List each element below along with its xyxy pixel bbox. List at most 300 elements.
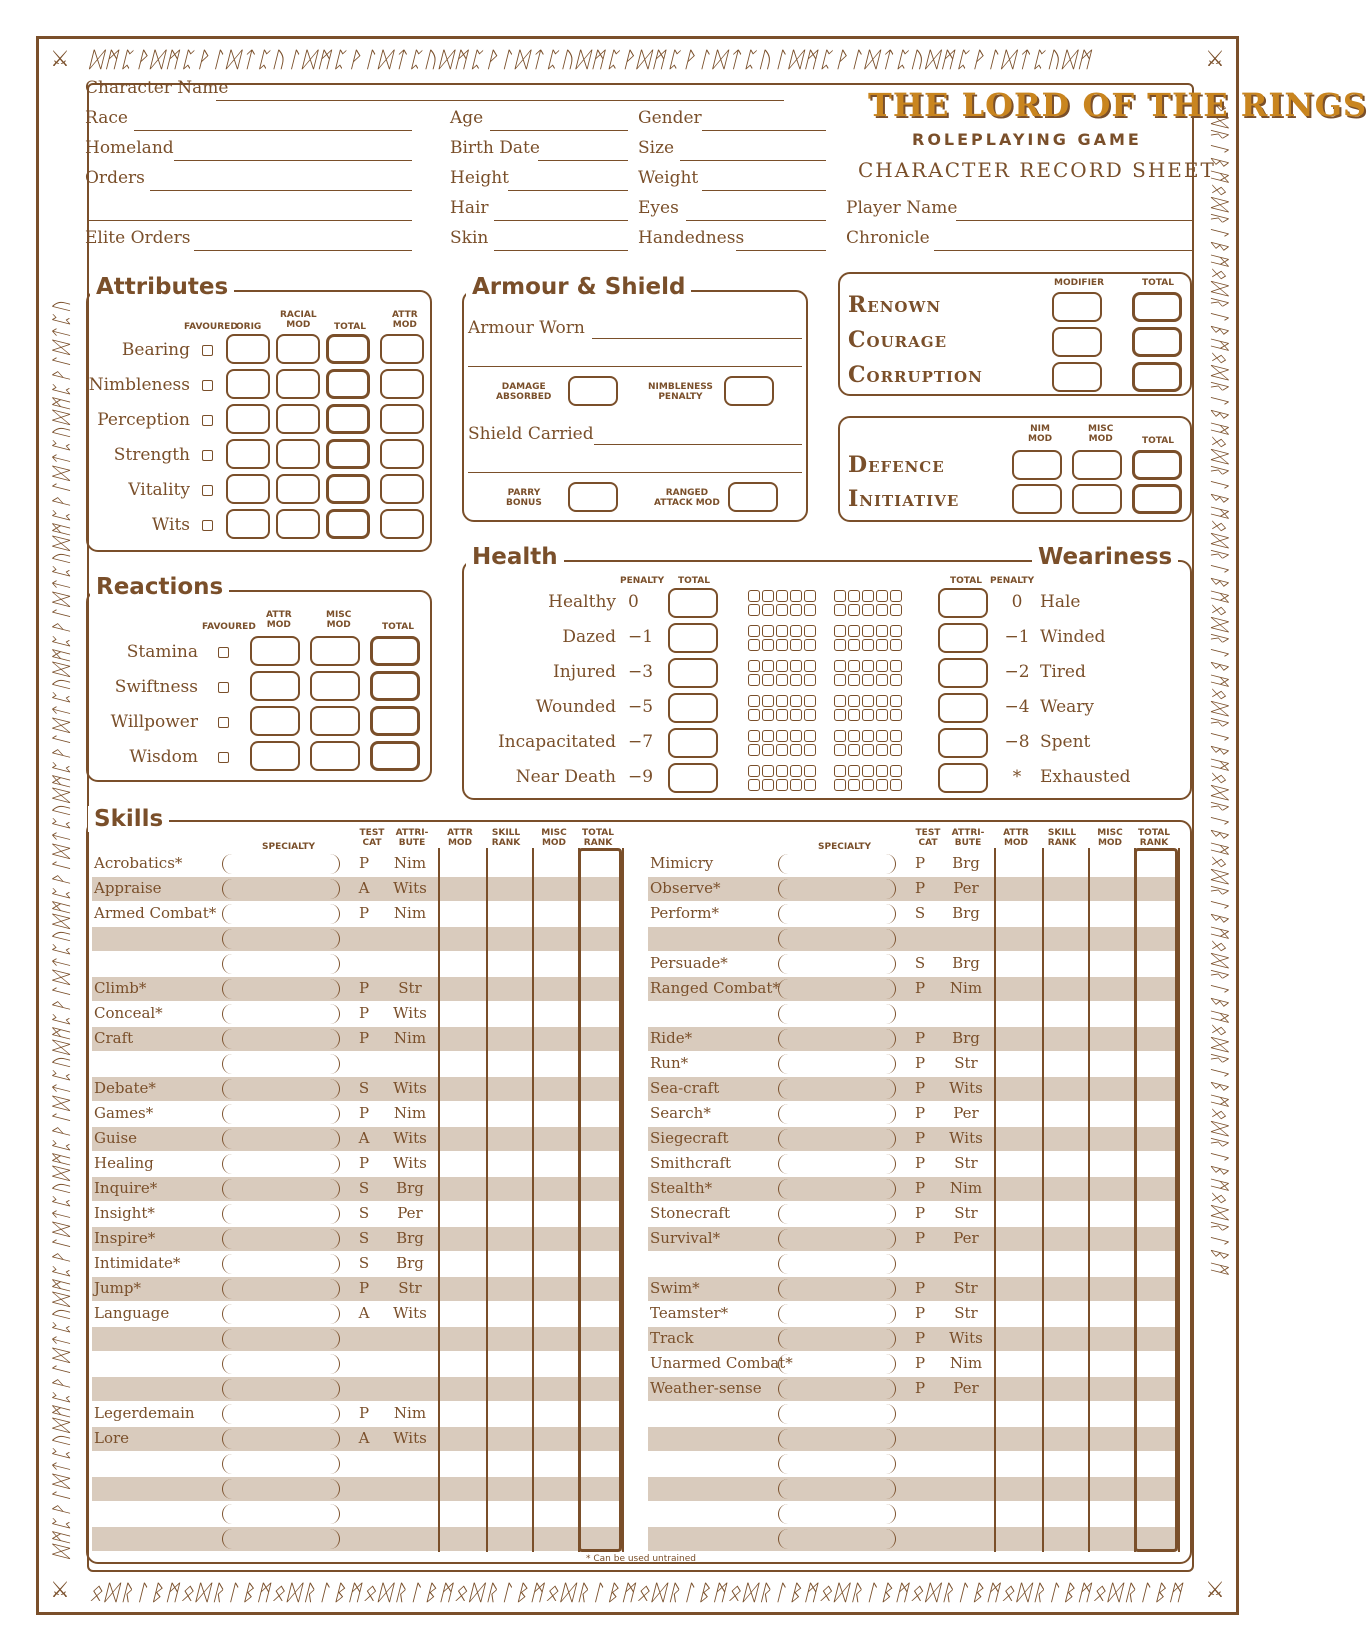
specialty-field[interactable]	[222, 929, 340, 949]
total-box[interactable]	[326, 369, 370, 399]
total-box[interactable]	[326, 404, 370, 434]
total-box[interactable]	[326, 474, 370, 504]
specialty-field[interactable]	[778, 904, 896, 924]
specialty-field[interactable]	[778, 1229, 896, 1249]
specialty-field[interactable]	[222, 904, 340, 924]
hair-field[interactable]	[494, 220, 628, 221]
specialty-field[interactable]	[778, 1254, 896, 1274]
wound-box[interactable]	[876, 730, 888, 742]
specialty-field[interactable]	[222, 1129, 340, 1149]
wound-box[interactable]	[804, 674, 816, 686]
misc-header-line2: MOD	[541, 838, 567, 848]
wound-box[interactable]	[876, 660, 888, 672]
wound-box[interactable]	[790, 695, 802, 707]
health-total-box[interactable]	[668, 693, 718, 723]
wound-box[interactable]	[748, 639, 760, 651]
racial-mod-box[interactable]	[276, 369, 320, 399]
weariness-total-box[interactable]	[938, 728, 988, 758]
wound-box[interactable]	[890, 709, 902, 721]
specialty-field[interactable]	[222, 1479, 340, 1499]
wound-box[interactable]	[862, 695, 874, 707]
wound-tracker[interactable]	[834, 590, 902, 616]
specialty-field[interactable]	[222, 1029, 340, 1049]
skill-attribute: Wits	[393, 1129, 427, 1147]
wound-box[interactable]	[862, 765, 874, 777]
armour-worn-field-extra[interactable]	[468, 366, 802, 367]
specialty-field[interactable]	[778, 1054, 896, 1074]
racial-mod-box[interactable]	[276, 439, 320, 469]
racial-mod-box[interactable]	[276, 474, 320, 504]
wound-box[interactable]	[862, 625, 874, 637]
wound-box[interactable]	[804, 660, 816, 672]
misc-mod-box[interactable]	[310, 741, 360, 771]
specialty-field[interactable]	[778, 1304, 896, 1324]
specialty-field[interactable]	[778, 1479, 896, 1499]
wound-box[interactable]	[848, 765, 860, 777]
wound-box[interactable]	[804, 779, 816, 791]
total-box[interactable]	[370, 671, 420, 701]
wound-box[interactable]	[762, 674, 774, 686]
wound-box[interactable]	[762, 604, 774, 616]
attr-mod-box[interactable]	[250, 706, 300, 736]
wound-box[interactable]	[848, 625, 860, 637]
total-box[interactable]	[1132, 450, 1182, 480]
weariness-total-box[interactable]	[938, 623, 988, 653]
specialty-field[interactable]	[778, 1404, 896, 1424]
wound-box[interactable]	[776, 674, 788, 686]
specialty-field[interactable]	[222, 1379, 340, 1399]
specialty-field[interactable]	[222, 1004, 340, 1024]
wound-box[interactable]	[790, 744, 802, 756]
wound-box[interactable]	[748, 674, 760, 686]
total-box[interactable]	[1132, 327, 1182, 357]
handedness-field[interactable]	[736, 250, 826, 251]
orders-field-extra[interactable]	[88, 220, 412, 221]
specialty-field[interactable]	[778, 1379, 896, 1399]
total-box[interactable]	[370, 741, 420, 771]
specialty-field[interactable]	[778, 1029, 896, 1049]
total-box[interactable]	[370, 636, 420, 666]
specialty-field[interactable]	[778, 1154, 896, 1174]
homeland-field[interactable]	[174, 160, 412, 161]
gender-field[interactable]	[702, 130, 826, 131]
total-box[interactable]	[326, 509, 370, 539]
wound-box[interactable]	[862, 639, 874, 651]
wound-box[interactable]	[776, 625, 788, 637]
specialty-field[interactable]	[222, 1104, 340, 1124]
wound-box[interactable]	[804, 695, 816, 707]
wound-box[interactable]	[862, 779, 874, 791]
wound-box[interactable]	[776, 590, 788, 602]
wound-box[interactable]	[804, 709, 816, 721]
misc-mod-box[interactable]	[310, 706, 360, 736]
total-box[interactable]	[326, 334, 370, 364]
wound-box[interactable]	[776, 695, 788, 707]
wound-box[interactable]	[876, 590, 888, 602]
wound-box[interactable]	[876, 765, 888, 777]
wound-box[interactable]	[876, 709, 888, 721]
wound-box[interactable]	[804, 604, 816, 616]
wound-box[interactable]	[748, 779, 760, 791]
specialty-field[interactable]	[222, 879, 340, 899]
wound-tracker[interactable]	[748, 660, 816, 686]
wound-box[interactable]	[790, 625, 802, 637]
orig-box[interactable]	[226, 369, 270, 399]
elite-orders-field[interactable]	[194, 250, 412, 251]
wound-box[interactable]	[762, 709, 774, 721]
wound-box[interactable]	[748, 660, 760, 672]
favoured-checkbox[interactable]	[218, 752, 229, 763]
shield-carried-field[interactable]	[594, 444, 802, 445]
weight-field[interactable]	[702, 190, 826, 191]
age-field[interactable]	[490, 130, 628, 131]
wound-box[interactable]	[876, 779, 888, 791]
nimbleness-penalty-box[interactable]	[724, 376, 774, 406]
total-box[interactable]	[326, 439, 370, 469]
wound-box[interactable]	[776, 639, 788, 651]
specialty-field[interactable]	[778, 1454, 896, 1474]
wound-box[interactable]	[790, 779, 802, 791]
wound-box[interactable]	[834, 639, 846, 651]
specialty-field[interactable]	[222, 1404, 340, 1424]
favoured-checkbox[interactable]	[202, 345, 213, 356]
specialty-field[interactable]	[222, 1354, 340, 1374]
parry-bonus-box[interactable]	[568, 482, 618, 512]
specialty-field[interactable]	[222, 1229, 340, 1249]
wound-box[interactable]	[862, 674, 874, 686]
health-total-box[interactable]	[668, 658, 718, 688]
character-name-field[interactable]	[216, 100, 784, 101]
wound-box[interactable]	[804, 730, 816, 742]
wound-box[interactable]	[834, 730, 846, 742]
specialty-field[interactable]	[778, 1354, 896, 1374]
misc-mod-box[interactable]	[1072, 484, 1122, 514]
misc-mod-box[interactable]	[310, 671, 360, 701]
specialty-field[interactable]	[778, 854, 896, 874]
race-field[interactable]	[134, 130, 412, 131]
total-rank-column[interactable]	[578, 848, 622, 1552]
specialty-field[interactable]	[778, 1204, 896, 1224]
test-category: S	[358, 1079, 370, 1097]
wound-box[interactable]	[848, 730, 860, 742]
total-rank-column[interactable]	[1134, 848, 1178, 1552]
wound-box[interactable]	[876, 744, 888, 756]
favoured-checkbox[interactable]	[202, 520, 213, 531]
wound-box[interactable]	[804, 765, 816, 777]
wound-box[interactable]	[762, 744, 774, 756]
favoured-header: FAVOURED	[202, 622, 256, 632]
wound-box[interactable]	[834, 744, 846, 756]
wound-box[interactable]	[790, 674, 802, 686]
skill-attribute: Nim	[393, 904, 427, 922]
wound-box[interactable]	[776, 660, 788, 672]
total-box[interactable]	[1132, 292, 1182, 322]
specialty-field[interactable]	[222, 979, 340, 999]
orig-box[interactable]	[226, 509, 270, 539]
specialty-field[interactable]	[778, 1529, 896, 1549]
weariness-total-box[interactable]	[938, 588, 988, 618]
favoured-checkbox[interactable]	[202, 380, 213, 391]
racial-mod-box[interactable]	[276, 334, 320, 364]
total-box[interactable]	[1132, 484, 1182, 514]
wound-box[interactable]	[890, 604, 902, 616]
wound-box[interactable]	[804, 590, 816, 602]
wound-box[interactable]	[848, 604, 860, 616]
wound-box[interactable]	[790, 730, 802, 742]
orig-box[interactable]	[226, 439, 270, 469]
specialty-field[interactable]	[222, 1204, 340, 1224]
specialty-field[interactable]	[778, 1329, 896, 1349]
wound-box[interactable]	[748, 590, 760, 602]
armour-worn-field[interactable]	[592, 338, 802, 339]
wound-box[interactable]	[834, 695, 846, 707]
height-field[interactable]	[508, 190, 628, 191]
wound-box[interactable]	[890, 730, 902, 742]
attr-mod-box[interactable]	[250, 636, 300, 666]
attr-mod-box[interactable]	[380, 509, 424, 539]
wound-box[interactable]	[748, 730, 760, 742]
attr-mod-box[interactable]	[380, 404, 424, 434]
nim-mod-box[interactable]	[1012, 484, 1062, 514]
wound-box[interactable]	[776, 779, 788, 791]
wound-box[interactable]	[890, 744, 902, 756]
logo-title: THE LORD OF THE RINGS	[868, 86, 1367, 124]
wound-tracker[interactable]	[834, 765, 902, 791]
total-box[interactable]	[370, 706, 420, 736]
specialty-field[interactable]	[222, 1054, 340, 1074]
health-penalty: 0	[628, 592, 639, 612]
wound-box[interactable]	[834, 590, 846, 602]
shield-carried-field-extra[interactable]	[468, 472, 802, 473]
orig-box[interactable]	[226, 474, 270, 504]
wound-box[interactable]	[848, 744, 860, 756]
wound-box[interactable]	[776, 765, 788, 777]
wound-box[interactable]	[748, 765, 760, 777]
skill-attribute: Nim	[393, 854, 427, 872]
wound-tracker[interactable]	[834, 730, 902, 756]
wound-box[interactable]	[890, 660, 902, 672]
wound-box[interactable]	[762, 730, 774, 742]
weariness-penalty-header: PENALTY	[990, 576, 1035, 586]
specialty-field[interactable]	[222, 1454, 340, 1474]
wound-box[interactable]	[790, 590, 802, 602]
racial-mod-box[interactable]	[276, 509, 320, 539]
skill-name: Climb*	[94, 979, 147, 997]
wound-box[interactable]	[776, 709, 788, 721]
specialty-field[interactable]	[222, 1504, 340, 1524]
specialty-field[interactable]	[778, 1004, 896, 1024]
attr-mod-box[interactable]	[380, 474, 424, 504]
wound-tracker[interactable]	[748, 695, 816, 721]
wound-box[interactable]	[890, 674, 902, 686]
wound-box[interactable]	[776, 604, 788, 616]
specialty-field[interactable]	[222, 1429, 340, 1449]
wound-tracker[interactable]	[834, 660, 902, 686]
specialty-field[interactable]	[778, 1129, 896, 1149]
wound-tracker[interactable]	[748, 625, 816, 651]
wound-box[interactable]	[890, 695, 902, 707]
wound-box[interactable]	[848, 779, 860, 791]
wound-box[interactable]	[834, 674, 846, 686]
health-total-box[interactable]	[668, 588, 718, 618]
attr-mod-box[interactable]	[380, 334, 424, 364]
wound-box[interactable]	[834, 779, 846, 791]
wound-box[interactable]	[876, 695, 888, 707]
wound-box[interactable]	[862, 709, 874, 721]
attr-mod-box[interactable]	[250, 671, 300, 701]
wound-box[interactable]	[890, 765, 902, 777]
specialty-field[interactable]	[222, 1179, 340, 1199]
wound-box[interactable]	[834, 765, 846, 777]
orig-box[interactable]	[226, 404, 270, 434]
wound-box[interactable]	[762, 639, 774, 651]
attr-mod-box[interactable]	[250, 741, 300, 771]
wound-box[interactable]	[790, 660, 802, 672]
wound-box[interactable]	[748, 625, 760, 637]
weariness-total-box[interactable]	[938, 763, 988, 793]
health-total-box[interactable]	[668, 728, 718, 758]
wound-box[interactable]	[876, 674, 888, 686]
specialty-field[interactable]	[778, 954, 896, 974]
wound-box[interactable]	[848, 709, 860, 721]
specialty-field[interactable]	[778, 1104, 896, 1124]
specialty-field[interactable]	[222, 1329, 340, 1349]
wound-box[interactable]	[848, 590, 860, 602]
specialty-field[interactable]	[778, 1179, 896, 1199]
wound-box[interactable]	[762, 765, 774, 777]
skin-field[interactable]	[494, 250, 628, 251]
wound-box[interactable]	[776, 730, 788, 742]
specialty-field[interactable]	[778, 1279, 896, 1299]
racial-mod-box[interactable]	[276, 404, 320, 434]
attr-mod-box[interactable]	[380, 439, 424, 469]
crossed-swords-icon: ⚔	[1205, 47, 1225, 72]
favoured-checkbox[interactable]	[218, 647, 229, 658]
wound-box[interactable]	[848, 674, 860, 686]
player-name-field[interactable]	[956, 220, 1192, 221]
misc-mod-box[interactable]	[310, 636, 360, 666]
wound-box[interactable]	[804, 625, 816, 637]
rune-border-left: ᛞᛗᛈᚹᛚᛞᛏᛈᚢᛞᛗᛈᚹᛚᛞᛏᛈᚢᛞᛗᛈᚹᛚᛞᛏᛈᚢᛞᛗᛈᚹᛚᛞᛏᛈᚢᛞᛗᛈᚹᛚᛞᛏᛈᚢᛞᛗᛈᚹᛚᛞᛏᛈᚢᛞᛗᛈᚹᛚᛞᛏᛈᚢᛞᛗᛈᚹᛚᛞᛏᛈᚢᛞᛗᛈᚹᛚᛞᛏᛈᚢᛞᛗᛈᚹᛚᛞᛏᛈᚢ	[49, 299, 73, 1559]
specialty-field[interactable]	[222, 1304, 340, 1324]
weariness-total-box[interactable]	[938, 658, 988, 688]
chronicle-field[interactable]	[934, 250, 1192, 251]
wound-box[interactable]	[890, 779, 902, 791]
specialty-field[interactable]	[222, 854, 340, 874]
wound-box[interactable]	[848, 660, 860, 672]
specialty-field[interactable]	[778, 979, 896, 999]
wound-box[interactable]	[876, 604, 888, 616]
specialty-field[interactable]	[222, 1154, 340, 1174]
wound-tracker[interactable]	[834, 695, 902, 721]
wound-box[interactable]	[748, 709, 760, 721]
damage-absorbed-box[interactable]	[568, 376, 618, 406]
wound-box[interactable]	[776, 744, 788, 756]
wound-box[interactable]	[862, 744, 874, 756]
specialty-field[interactable]	[222, 1079, 340, 1099]
wound-box[interactable]	[762, 590, 774, 602]
skill-column-divider	[1088, 848, 1090, 1552]
wound-box[interactable]	[790, 604, 802, 616]
wound-box[interactable]	[862, 660, 874, 672]
specialty-field[interactable]	[222, 1254, 340, 1274]
wound-box[interactable]	[848, 695, 860, 707]
wound-box[interactable]	[790, 709, 802, 721]
modifier-box[interactable]	[1052, 362, 1102, 392]
wound-box[interactable]	[790, 639, 802, 651]
nim-mod-box[interactable]	[1012, 450, 1062, 480]
birth-date-field[interactable]	[538, 160, 628, 161]
favoured-checkbox[interactable]	[202, 415, 213, 426]
favoured-checkbox[interactable]	[218, 717, 229, 728]
favoured-checkbox[interactable]	[218, 682, 229, 693]
skill-name: Healing	[94, 1154, 154, 1172]
misc-mod-box[interactable]	[1072, 450, 1122, 480]
wound-box[interactable]	[790, 765, 802, 777]
orig-box[interactable]	[226, 334, 270, 364]
wound-tracker[interactable]	[748, 730, 816, 756]
modifier-box[interactable]	[1052, 292, 1102, 322]
wound-box[interactable]	[748, 695, 760, 707]
wound-box[interactable]	[862, 590, 874, 602]
specialty-field[interactable]	[222, 1279, 340, 1299]
wound-box[interactable]	[748, 744, 760, 756]
wound-box[interactable]	[834, 660, 846, 672]
weariness-total-box[interactable]	[938, 693, 988, 723]
wound-box[interactable]	[834, 625, 846, 637]
eyes-field[interactable]	[686, 220, 826, 221]
wound-box[interactable]	[876, 639, 888, 651]
wound-box[interactable]	[890, 639, 902, 651]
specialty-field[interactable]	[222, 954, 340, 974]
specialty-field[interactable]	[778, 1504, 896, 1524]
favoured-checkbox[interactable]	[202, 450, 213, 461]
wound-box[interactable]	[748, 604, 760, 616]
wound-box[interactable]	[876, 625, 888, 637]
ranged-attack-mod-box[interactable]	[728, 482, 778, 512]
wound-box[interactable]	[890, 625, 902, 637]
specialty-field[interactable]	[778, 879, 896, 899]
specialty-field[interactable]	[778, 929, 896, 949]
wound-box[interactable]	[762, 660, 774, 672]
orders-field[interactable]	[150, 190, 412, 191]
wound-box[interactable]	[862, 730, 874, 742]
health-total-box[interactable]	[668, 623, 718, 653]
specialty-field[interactable]	[222, 1529, 340, 1549]
wound-box[interactable]	[834, 604, 846, 616]
attr-mod-box[interactable]	[380, 369, 424, 399]
wound-tracker[interactable]	[834, 625, 902, 651]
total-box[interactable]	[1132, 362, 1182, 392]
specialty-field[interactable]	[778, 1429, 896, 1449]
wound-box[interactable]	[762, 625, 774, 637]
wound-box[interactable]	[762, 779, 774, 791]
wound-box[interactable]	[804, 639, 816, 651]
wound-box[interactable]	[762, 695, 774, 707]
wound-tracker[interactable]	[748, 765, 816, 791]
wound-box[interactable]	[862, 604, 874, 616]
specialty-field[interactable]	[778, 1079, 896, 1099]
size-field[interactable]	[680, 160, 826, 161]
health-total-box[interactable]	[668, 763, 718, 793]
wound-tracker[interactable]	[748, 590, 816, 616]
favoured-checkbox[interactable]	[202, 485, 213, 496]
wound-box[interactable]	[848, 639, 860, 651]
modifier-box[interactable]	[1052, 327, 1102, 357]
wound-box[interactable]	[834, 709, 846, 721]
wound-box[interactable]	[890, 590, 902, 602]
wound-box[interactable]	[804, 744, 816, 756]
